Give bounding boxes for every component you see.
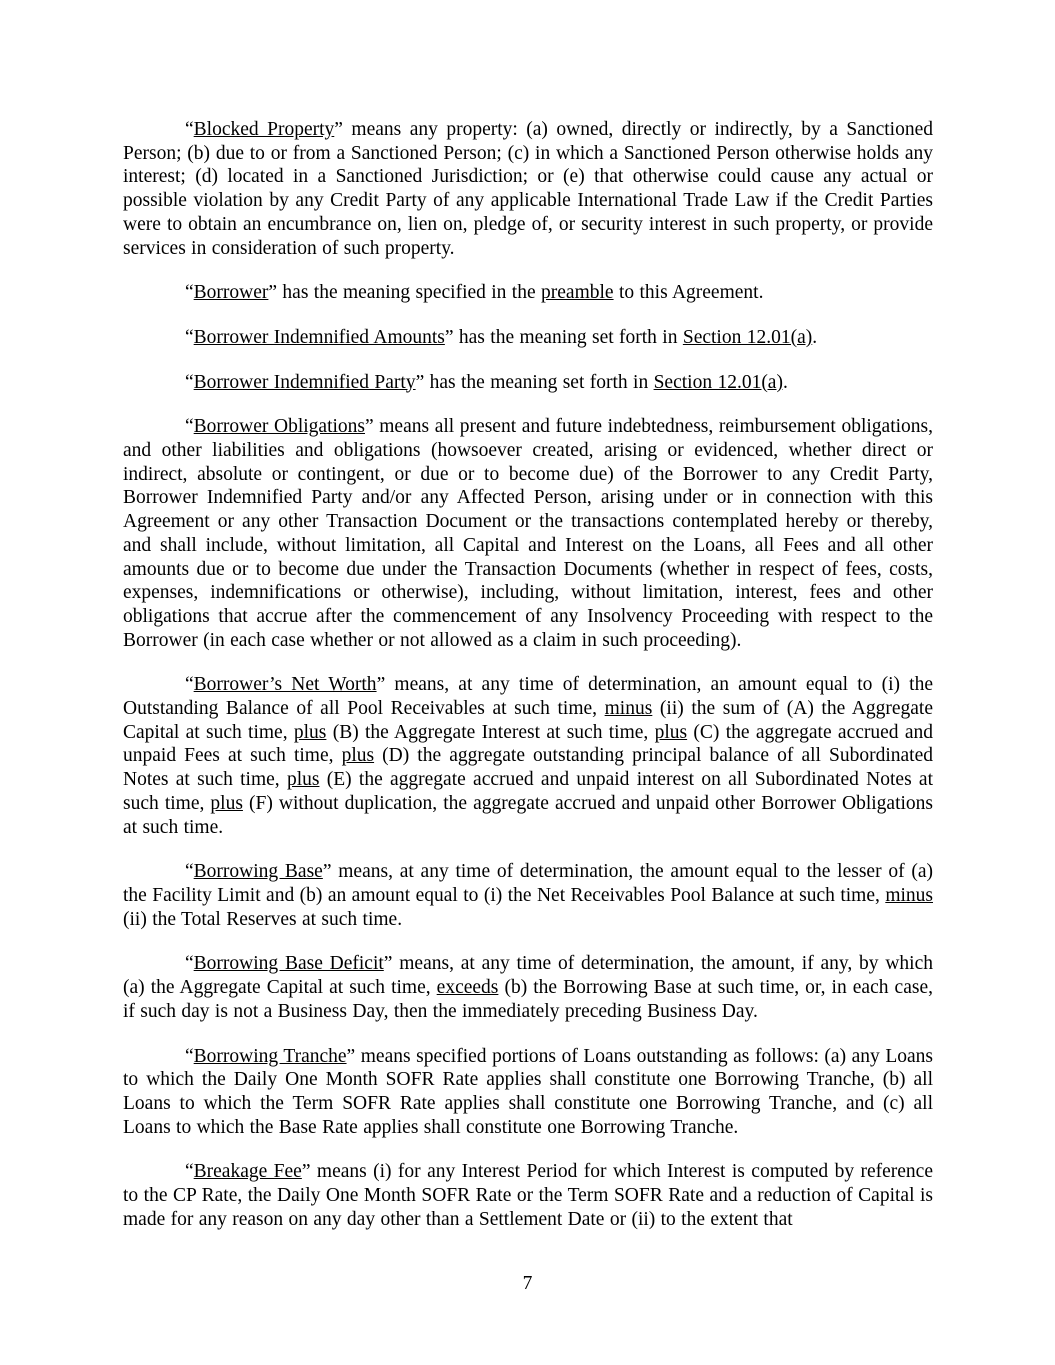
defined-term: Borrower [193,282,269,304]
paragraph [123,673,933,839]
text-segment: ” means specified portions of Loans outstanding as follows: (a) any Loans to which the Daily One Month SOFR Rate applies shall constitute one Borrowing Tranche, (b) all Loans to which the Term SOFR Rate applies shall constitute one Borrowing Tranche, and (c) all Loans to which the Base Rate applies shall constitute one Borrowing Tranche. [123,1045,934,1138]
text-segment: . [782,371,788,393]
defined-term: Borrower’s Net Worth [193,674,377,696]
paragraph [123,1160,933,1231]
text-segment: (D) the aggregate outstanding principal balance of all Subordinated Notes at such time, [123,745,934,791]
defined-term: Breakage Fee [193,1161,302,1183]
text-segment: ” has the meaning specified in the [268,282,542,304]
text-segment: (ii) the Total Reserves at such time. [123,908,403,930]
defined-term: minus [604,698,653,720]
defined-term: minus [885,884,933,906]
text-segment: “ [185,1161,194,1183]
text-segment: ” means all present and future indebtedness, reimbursement obligations, and other liabilities and obligations (howsoever created, arising or evidenced, whether direct or indirect, absolute or contingent, or due or to become due) of the Borrower to any Credit Party, Borrower Indemnified Party and/or any Affected Person, arising under or in connection with this Agreement or any other Transaction Document or the transactions contemplated hereby or thereby, and shall include, without limitation, all Capital and Interest on the Loans, all Fees and all other amounts due or to become due under the Transaction Documents (whether in respect of fees, costs, expenses, indemnifications or otherwise), including, without limitation, interest, fees and other obligations that accrue after the commencement of any Insolvency Proceeding with respect to the Borrower (in each case whether or not allowed as a claim in such proceeding). [123,416,933,651]
paragraph [123,952,933,1023]
paragraph [123,1045,933,1140]
defined-term: preamble [541,282,614,304]
text-segment: “ [185,674,194,696]
page-number: 7 [522,1273,533,1294]
text-segment: ” means, at any time of determination, the amount equal to the lesser of (a) the Facility Limit and (b) an amount equal to (i) the Net Receivables Pool Balance at such time, [123,861,933,906]
text-segment: (F) without duplication, the aggregate accrued and unpaid other Borrower Obligations at such time. [123,792,933,838]
text-segment: “ [185,861,194,883]
defined-term: plus [286,769,320,791]
defined-term: Section 12.01(a) [682,326,813,348]
paragraph [123,860,933,931]
text-segment: “ [185,1045,194,1067]
defined-term: Borrower Indemnified Amounts [193,326,445,348]
document-content [123,118,933,1252]
text-segment: ” has the meaning set forth in [415,371,654,393]
defined-term: Borrowing Tranche [193,1045,347,1067]
defined-term: Blocked Property [193,119,335,140]
defined-term: plus [654,721,688,743]
paragraph [123,118,933,260]
paragraph [123,326,933,350]
text-segment: (B) the Aggregate Interest at such time, [326,721,655,743]
text-segment: ” means, at any time of determination, the amount, if any, by which (a) the Aggregate Capital at such time, [123,953,933,999]
defined-term: Borrowing Base [193,861,323,883]
text-segment: “ [185,416,194,438]
text-segment: (E) the aggregate accrued and unpaid interest on all Subordinated Notes at such time, [123,769,934,814]
text-segment: ” means any property: (a) owned, directly or indirectly, by a Sanctioned Person; (b) due to or from a Sanctioned Person; (c) in which a Sanctioned Person otherwise holds any interest; (d) located in a Sanctioned Jurisdiction; or (e) that otherwise could cause any actual or possible violation by any Credit Party of any applicable International Trade Law if the Credit Parties were to obtain an encumbrance on, lien on, pledge of, or security interest in such property, or provide services in consideration of such property. [123,119,934,259]
defined-term: Borrower Indemnified Party [193,371,416,393]
text-segment: ” means (i) for any Interest Period for which Interest is computed by reference to the CP Rate, the Daily One Month SOFR Rate or the Term SOFR Rate and a reduction of Capital is made for any reason on any day other than a Settlement Date or (ii) to the extent that [123,1161,933,1230]
paragraph [123,371,933,395]
defined-term: Borrower Obligations [193,416,365,438]
text-segment: ” means, at any time of determination, an amount equal to (i) the Outstanding Balance of all Pool Receivables at such time, [123,674,934,720]
text-segment: “ [185,953,194,975]
text-segment: (C) the aggregate accrued and unpaid Fees at such time, [123,721,934,767]
text-segment: ” has the meaning set forth in [444,326,683,348]
defined-term: plus [293,721,327,743]
text-segment: (ii) the sum of (A) the Aggregate Capital at such time, [123,698,933,743]
paragraph [123,281,933,305]
defined-term: Section 12.01(a) [653,371,783,393]
defined-term: plus [210,792,243,814]
text-segment: “ [185,326,194,348]
text-segment: to this Agreement. [613,282,764,304]
text-segment: “ [185,282,194,304]
paragraph [123,415,933,652]
text-segment: (b) the Borrowing Base at such time, or, in each case, if such day is not a Business Day, then the immediately preceding Business Day. [123,977,933,1022]
defined-term: plus [341,745,375,767]
defined-term: exceeds [436,977,499,999]
text-segment: “ [185,119,194,140]
defined-term: Borrowing Base Deficit [193,953,384,975]
text-segment: . [812,326,818,348]
text-segment: “ [185,371,194,393]
